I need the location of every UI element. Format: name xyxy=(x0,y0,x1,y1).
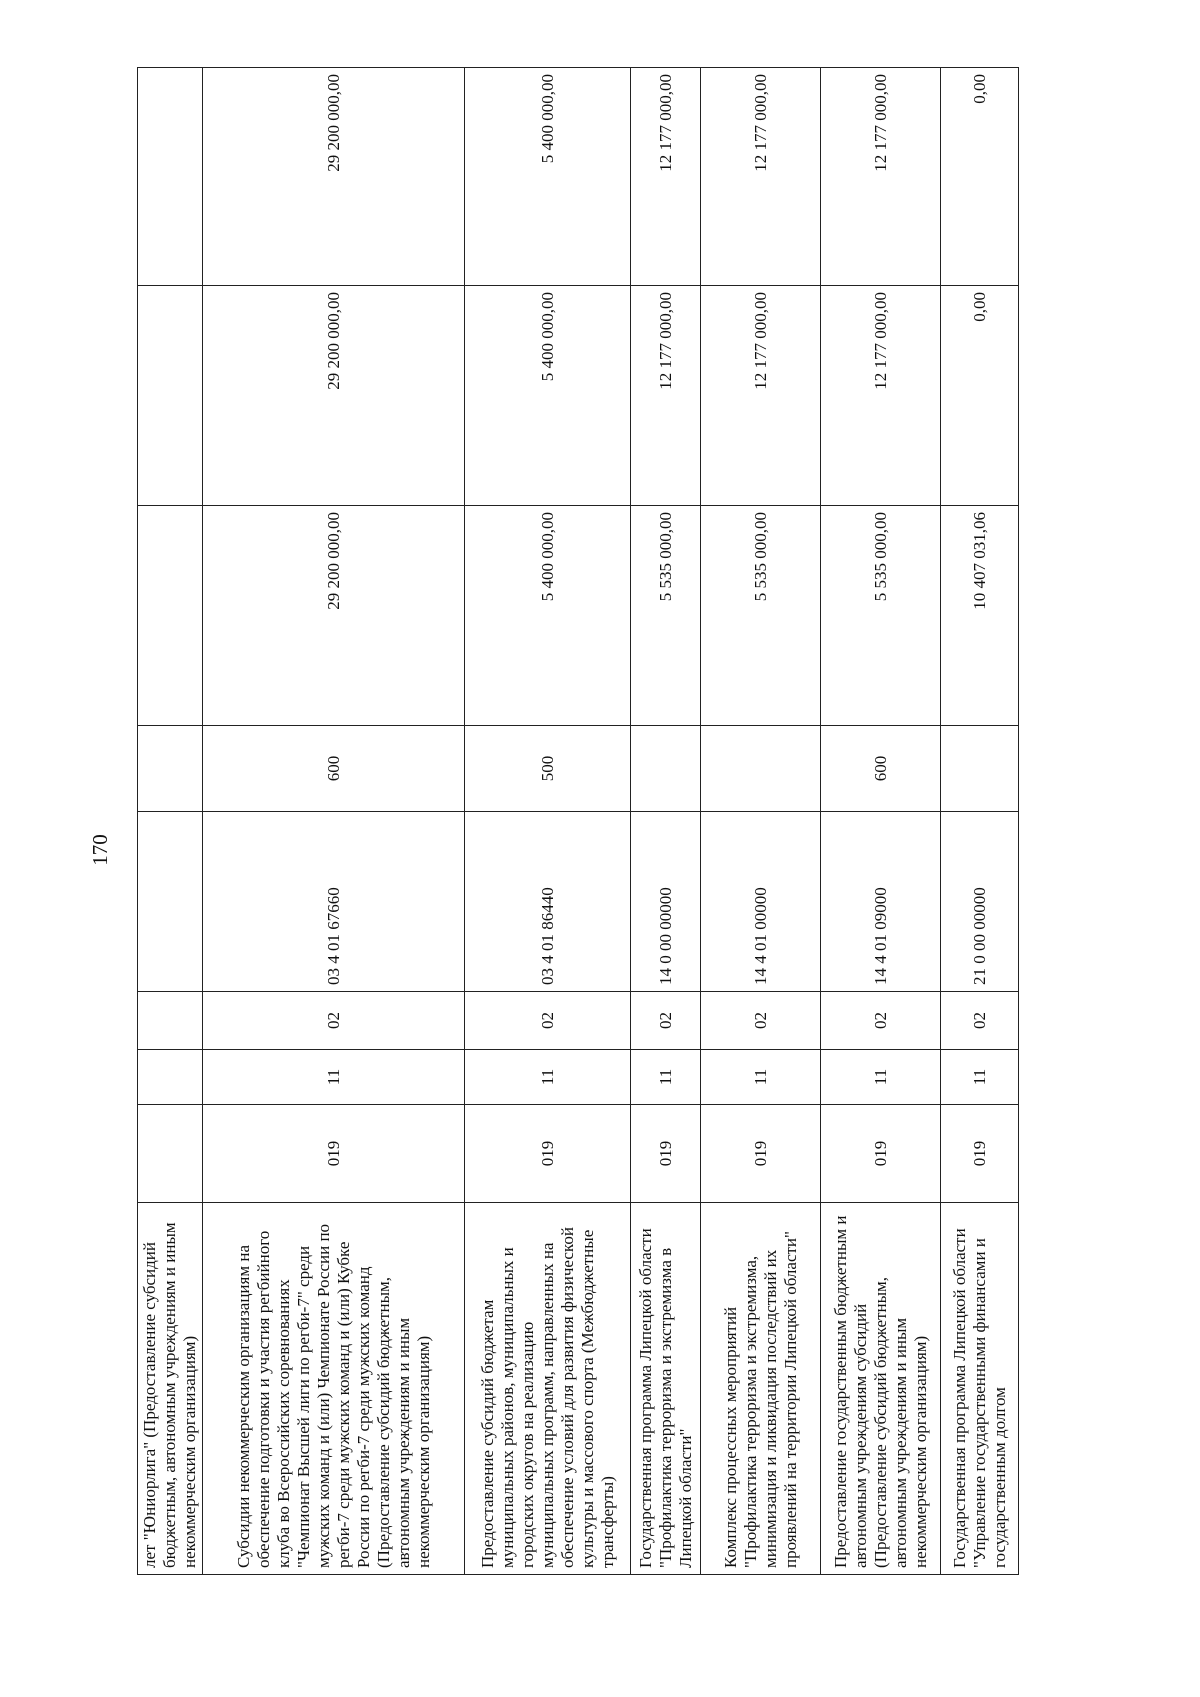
cell-vr xyxy=(138,726,203,812)
budget-table xyxy=(137,67,1019,1575)
cell-name: лет "Юниорлига" (Предоставление субсидий бюджетным, автономным учреждениям и иным некоммерческим организациям) xyxy=(138,1203,203,1575)
cell-name: Государственная программа Липецкой области "Управление государственными финансами и государственным долгом xyxy=(941,1203,1019,1575)
cell-razdel: 11 xyxy=(821,1050,941,1105)
cell-sum-2 xyxy=(138,286,203,506)
cell-csr: 14 0 00 00000 xyxy=(631,812,701,992)
cell-csr: 14 4 01 09000 xyxy=(821,812,941,992)
cell-sum-1 xyxy=(138,506,203,726)
cell-name: Комплекс процессных мероприятий "Профилактика терроризма и экстремизма, минимизация и ликвидация последствий их проявлений на территории Липецкой области" xyxy=(701,1203,821,1575)
cell-glava: 019 xyxy=(631,1105,701,1203)
cell-podrazdel xyxy=(138,992,203,1050)
cell-csr: 14 4 01 00000 xyxy=(701,812,821,992)
cell-podrazdel: 02 xyxy=(941,992,1019,1050)
cell-glava: 019 xyxy=(203,1105,465,1203)
cell-sum-1: 5 535 000,00 xyxy=(701,506,821,726)
budget-table-container xyxy=(137,68,1017,1575)
cell-sum-2: 29 200 000,00 xyxy=(203,286,465,506)
cell-sum-3: 29 200 000,00 xyxy=(203,68,465,286)
cell-sum-1: 5 535 000,00 xyxy=(821,506,941,726)
cell-razdel: 11 xyxy=(203,1050,465,1105)
cell-csr: 03 4 01 86440 xyxy=(465,812,631,992)
cell-sum-1: 29 200 000,00 xyxy=(203,506,465,726)
cell-vr xyxy=(701,726,821,812)
rotated-table-frame xyxy=(137,68,1017,1575)
cell-glava: 019 xyxy=(465,1105,631,1203)
cell-vr: 600 xyxy=(203,726,465,812)
table-row xyxy=(203,68,465,1575)
cell-sum-2: 12 177 000,00 xyxy=(701,286,821,506)
cell-glava: 019 xyxy=(821,1105,941,1203)
cell-name: Предоставление государственным бюджетным и автономным учреждениям субсидий (Предоставление субсидий бюджетным, автономным учреждениям и иным некоммерческим организациям) xyxy=(821,1203,941,1575)
table-row xyxy=(138,68,203,1575)
table-row xyxy=(701,68,821,1575)
cell-sum-2: 5 400 000,00 xyxy=(465,286,631,506)
cell-razdel: 11 xyxy=(631,1050,701,1105)
table-row xyxy=(465,68,631,1575)
cell-sum-3: 5 400 000,00 xyxy=(465,68,631,286)
cell-sum-3: 12 177 000,00 xyxy=(821,68,941,286)
cell-vr: 600 xyxy=(821,726,941,812)
cell-podrazdel: 02 xyxy=(203,992,465,1050)
cell-razdel xyxy=(138,1050,203,1105)
cell-sum-2: 12 177 000,00 xyxy=(821,286,941,506)
cell-sum-3: 12 177 000,00 xyxy=(701,68,821,286)
cell-glava: 019 xyxy=(941,1105,1019,1203)
cell-razdel: 11 xyxy=(465,1050,631,1105)
cell-sum-2: 12 177 000,00 xyxy=(631,286,701,506)
cell-sum-3: 12 177 000,00 xyxy=(631,68,701,286)
cell-sum-2: 0,00 xyxy=(941,286,1019,506)
cell-csr: 21 0 00 00000 xyxy=(941,812,1019,992)
cell-podrazdel: 02 xyxy=(631,992,701,1050)
cell-csr xyxy=(138,812,203,992)
table-row xyxy=(821,68,941,1575)
cell-csr: 03 4 01 67660 xyxy=(203,812,465,992)
cell-sum-1: 5 400 000,00 xyxy=(465,506,631,726)
cell-sum-3: 0,00 xyxy=(941,68,1019,286)
cell-razdel: 11 xyxy=(941,1050,1019,1105)
cell-name: Государственная программа Липецкой области "Профилактика терроризма и экстремизма в Липецкой области" xyxy=(631,1203,701,1575)
cell-glava: 019 xyxy=(701,1105,821,1203)
page-number: 170 xyxy=(88,834,112,866)
cell-name: Субсидии некоммерческим организациям на обеспечение подготовки и участия регбийного клуба во Всероссийских соревнованиях "Чемпионат Высшей лиги по регби-7" среди мужских команд и (или) Чемпионате России по регби-7 среди мужских команд и (или) Кубке России по регби-7 среди мужских команд (Предоставление субсидий бюджетным, автономным учреждениям и иным некоммерческим организациям) xyxy=(203,1203,465,1575)
cell-razdel: 11 xyxy=(701,1050,821,1105)
table-row xyxy=(631,68,701,1575)
cell-vr: 500 xyxy=(465,726,631,812)
cell-podrazdel: 02 xyxy=(821,992,941,1050)
cell-vr xyxy=(941,726,1019,812)
cell-sum-1: 5 535 000,00 xyxy=(631,506,701,726)
cell-podrazdel: 02 xyxy=(701,992,821,1050)
cell-glava xyxy=(138,1105,203,1203)
cell-vr xyxy=(631,726,701,812)
cell-name: Предоставление субсидий бюджетам муниципальных районов, муниципальных и городских округов на реализацию муниципальных программ, направленных на обеспечение условий для развития физической культуры и массового спорта (Межбюджетные трансферты) xyxy=(465,1203,631,1575)
cell-sum-1: 10 407 031,06 xyxy=(941,506,1019,726)
cell-sum-3 xyxy=(138,68,203,286)
table-row xyxy=(941,68,1019,1575)
cell-podrazdel: 02 xyxy=(465,992,631,1050)
